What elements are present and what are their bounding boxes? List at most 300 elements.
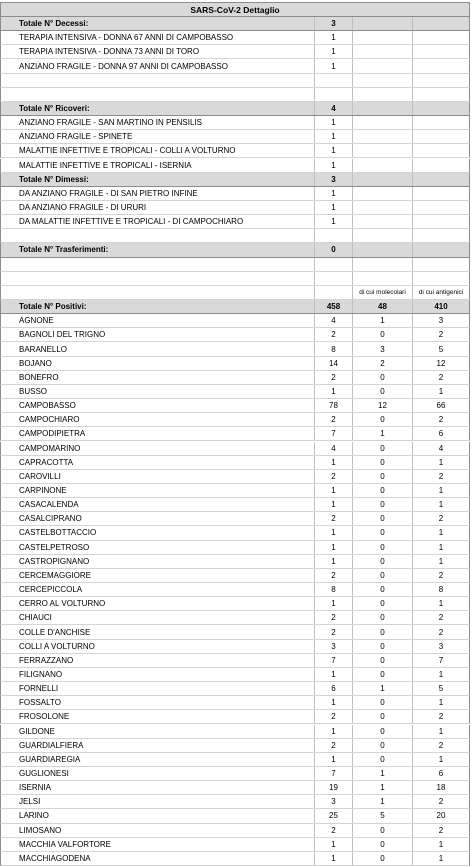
antigenici-value	[413, 17, 469, 30]
molecolari-value: 0	[353, 371, 413, 384]
table-row	[0, 215, 470, 229]
row-label	[1, 272, 315, 285]
antigenici-value	[413, 102, 469, 115]
molecolari-value: 1	[353, 781, 413, 794]
total-value: 1	[315, 130, 353, 143]
table-row	[0, 357, 470, 371]
antigenici-value: 2	[438, 514, 444, 524]
molecolari-value	[353, 272, 413, 285]
total-value: 1	[315, 725, 353, 738]
molecolari-value: 1	[353, 767, 413, 780]
sheet-title-row	[0, 2, 470, 17]
table-row	[0, 442, 470, 456]
molecolari-value	[353, 45, 413, 58]
antigenici-value: 8	[438, 585, 444, 595]
molecolari-value: 0	[353, 710, 413, 723]
total-value: 1	[315, 59, 353, 72]
total-value: 1	[315, 852, 353, 865]
molecolari-value: 0	[353, 725, 413, 738]
molecolari-value: 1	[353, 795, 413, 808]
total-value: 1	[315, 597, 353, 610]
table-row	[0, 470, 470, 484]
table-row	[0, 696, 470, 710]
molecolari-value: 0	[353, 640, 413, 653]
antigenici-value: 1	[438, 853, 444, 863]
table-row	[0, 484, 470, 498]
molecolari-value: 0	[353, 696, 413, 709]
total-value	[315, 74, 353, 87]
row-label: Totale N° Decessi:	[1, 17, 315, 30]
row-label: Totale N° Trasferimenti:	[1, 243, 315, 256]
table-row	[0, 795, 470, 809]
total-value	[315, 88, 353, 101]
molecolari-value	[353, 88, 413, 101]
row-label	[1, 229, 315, 242]
blank-row	[0, 258, 470, 272]
total-value: 7	[315, 427, 353, 440]
section-header-row	[0, 300, 470, 314]
row-label: CAMPODIPIETRA	[1, 427, 315, 440]
total-value	[315, 286, 353, 299]
antigenici-value	[413, 144, 469, 157]
table-row	[0, 668, 470, 682]
table-row	[0, 144, 470, 158]
total-value: 2	[315, 739, 353, 752]
row-label: MACCHIA VALFORTORE	[1, 838, 315, 851]
antigenici-value: 1	[438, 556, 444, 566]
table-row	[0, 399, 470, 413]
total-value	[315, 272, 353, 285]
blank-row	[0, 88, 470, 102]
antigenici-value: 20	[436, 811, 446, 821]
row-label: DA MALATTIE INFETTIVE E TROPICALI - DI CAMPOCHIARO	[1, 215, 315, 228]
molecolari-value: 0	[353, 569, 413, 582]
blank-row	[0, 229, 470, 243]
row-label: DA ANZIANO FRAGILE - DI URURI	[1, 201, 315, 214]
row-label: LARINO	[1, 809, 315, 822]
table-row	[0, 725, 470, 739]
antigenici-value: 2	[438, 627, 444, 637]
antigenici-value	[413, 116, 469, 129]
row-label: CERRO AL VOLTURNO	[1, 597, 315, 610]
row-label: FILIGNANO	[1, 668, 315, 681]
row-label: ISERNIA	[1, 781, 315, 794]
row-label: Totale N° Dimessi:	[1, 173, 315, 186]
total-value	[315, 258, 353, 271]
molecolari-value: 0	[353, 442, 413, 455]
total-value: 8	[315, 583, 353, 596]
antigenici-value: 66	[436, 401, 446, 411]
total-value: 1	[315, 215, 353, 228]
antigenici-value	[413, 173, 469, 186]
table-row	[0, 597, 470, 611]
table-row	[0, 371, 470, 385]
molecolari-value: 0	[353, 456, 413, 469]
molecolari-value: 0	[353, 753, 413, 766]
total-value: 1	[315, 116, 353, 129]
row-label: ANZIANO FRAGILE - SPINETE	[1, 130, 315, 143]
molecolari-value: 0	[353, 668, 413, 681]
row-label: FROSOLONE	[1, 710, 315, 723]
antigenici-value: 2	[438, 330, 444, 340]
total-value: 1	[315, 45, 353, 58]
section-header-row	[0, 102, 470, 116]
molecolari-value: 0	[353, 838, 413, 851]
antigenici-value: 1	[438, 500, 444, 510]
row-label: CASACALENDA	[1, 498, 315, 511]
table-row	[0, 328, 470, 342]
row-label: CASTELBOTTACCIO	[1, 526, 315, 539]
row-label	[1, 88, 315, 101]
table-row	[0, 767, 470, 781]
molecolari-value	[353, 116, 413, 129]
row-label: CAMPOMARINO	[1, 442, 315, 455]
total-value: 4	[315, 314, 353, 327]
total-value: 1	[315, 31, 353, 44]
total-value: 2	[315, 413, 353, 426]
molecolari-value	[353, 59, 413, 72]
row-label: CASTROPIGNANO	[1, 555, 315, 568]
antigenici-value	[413, 215, 469, 228]
table-row	[0, 625, 470, 639]
row-label: DA ANZIANO FRAGILE - DI SAN PIETRO INFINE	[1, 187, 315, 200]
total-value: 14	[315, 357, 353, 370]
antigenici-value	[413, 45, 469, 58]
antigenici-value	[413, 258, 469, 271]
row-label: MALATTIE INFETTIVE E TROPICALI - COLLI A VOLTURNO	[1, 144, 315, 157]
total-value: 6	[315, 682, 353, 695]
total-value: 1	[315, 753, 353, 766]
total-value: 458	[315, 300, 353, 313]
table-row	[0, 314, 470, 328]
antigenici-value	[413, 74, 469, 87]
row-label: BOJANO	[1, 357, 315, 370]
antigenici-value: 2	[438, 825, 444, 835]
antigenici-value: 18	[436, 783, 446, 793]
total-value: 2	[315, 328, 353, 341]
row-label: CASTELPETROSO	[1, 541, 315, 554]
antigenici-value: 6	[438, 429, 444, 439]
molecolari-value: 0	[353, 385, 413, 398]
molecolari-value	[353, 31, 413, 44]
molecolari-value	[353, 258, 413, 271]
antigenici-value: 1	[438, 457, 444, 467]
row-label: BONEFRO	[1, 371, 315, 384]
row-label: GUARDIAREGIA	[1, 753, 315, 766]
molecolari-value: 0	[353, 470, 413, 483]
molecolari-value: 0	[353, 413, 413, 426]
antigenici-value: 1	[438, 486, 444, 495]
antigenici-value: 2	[438, 712, 444, 722]
antigenici-value: 1	[438, 599, 444, 609]
table-row	[0, 342, 470, 356]
table-row	[0, 130, 470, 144]
total-value: 3	[315, 17, 353, 30]
row-label: COLLI A VOLTURNO	[1, 640, 315, 653]
row-label: CHIAUCI	[1, 611, 315, 624]
antigenici-value: 3	[438, 641, 444, 651]
antigenici-value: 410	[434, 302, 448, 312]
molecolari-value: 0	[353, 555, 413, 568]
antigenici-value: 12	[436, 358, 446, 368]
total-value: 0	[315, 243, 353, 256]
total-value: 2	[315, 371, 353, 384]
molecolari-value: 12	[353, 399, 413, 412]
total-value: 2	[315, 569, 353, 582]
molecolari-value: 0	[353, 526, 413, 539]
molecolari-value	[353, 187, 413, 200]
row-label	[1, 74, 315, 87]
antigenici-value: 1	[438, 542, 444, 552]
antigenici-value: 7	[438, 655, 444, 665]
table-row	[0, 45, 470, 59]
molecolari-value: 0	[353, 498, 413, 511]
table-row	[0, 385, 470, 399]
total-value: 7	[315, 654, 353, 667]
antigenici-value: 2	[438, 471, 444, 481]
antigenici-value: 1	[438, 386, 444, 396]
antigenici-value	[413, 130, 469, 143]
molecolari-value: 0	[353, 597, 413, 610]
row-label: CASALCIPRANO	[1, 512, 315, 525]
table-row	[0, 583, 470, 597]
antigenici-value: 2	[438, 613, 444, 623]
antigenici-value: 1	[438, 839, 444, 849]
table-row	[0, 654, 470, 668]
table-row	[0, 498, 470, 512]
row-label: CAMPOCHIARO	[1, 413, 315, 426]
table-row	[0, 201, 470, 215]
molecolari-value	[353, 144, 413, 157]
molecolari-value: 0	[353, 328, 413, 341]
total-value: 1	[315, 187, 353, 200]
table-row	[0, 838, 470, 852]
row-label: CERCEMAGGIORE	[1, 569, 315, 582]
antigenici-value: 1	[438, 698, 444, 708]
antigenici-value: 2	[438, 797, 444, 807]
table-row	[0, 739, 470, 753]
antigenici-value: 1	[438, 669, 444, 679]
molecolari-value: 0	[353, 852, 413, 865]
molecolari-value	[353, 201, 413, 214]
total-value: 8	[315, 342, 353, 355]
total-value: 1	[315, 696, 353, 709]
row-label: TERAPIA INTENSIVA - DONNA 67 ANNI DI CAMPOBASSO	[1, 31, 315, 44]
table-row	[0, 187, 470, 201]
total-value: 25	[315, 809, 353, 822]
total-value: 1	[315, 385, 353, 398]
section-header-row	[0, 17, 470, 31]
antigenici-value	[413, 88, 469, 101]
row-label: COLLE D'ANCHISE	[1, 625, 315, 638]
table-row	[0, 710, 470, 724]
molecolari-value: 0	[353, 541, 413, 554]
molecolari-value	[353, 243, 413, 256]
molecolari-value: 0	[353, 739, 413, 752]
molecolari-value: 0	[353, 625, 413, 638]
row-label: FERRAZZANO	[1, 654, 315, 667]
row-label: GILDONE	[1, 725, 315, 738]
total-value: 1	[315, 526, 353, 539]
row-label: Totale N° Ricoveri:	[1, 102, 315, 115]
section-header-row	[0, 173, 470, 187]
molecolari-value: 0	[353, 611, 413, 624]
total-value: 1	[315, 541, 353, 554]
total-value: 7	[315, 767, 353, 780]
antigenici-value	[413, 59, 469, 72]
total-value: 2	[315, 512, 353, 525]
antigenici-value	[413, 187, 469, 200]
molecolari-value: 0	[353, 654, 413, 667]
antigenici-value: 2	[438, 372, 444, 382]
total-value: 2	[315, 710, 353, 723]
antigenici-value: 1	[438, 528, 444, 538]
antigenici-value	[413, 229, 469, 242]
row-label: CAROVILLI	[1, 470, 315, 483]
total-value: 2	[315, 611, 353, 624]
total-value: 3	[315, 640, 353, 653]
antigenici-value: 1	[438, 754, 444, 764]
molecolari-value	[353, 130, 413, 143]
table-row	[0, 413, 470, 427]
table-row	[0, 555, 470, 569]
table-row	[0, 569, 470, 583]
molecolari-value	[353, 215, 413, 228]
antigenici-value: 5	[438, 684, 444, 694]
table-row	[0, 427, 470, 441]
molecolari-value	[353, 173, 413, 186]
table-row	[0, 541, 470, 555]
molecolari-value: 0	[353, 824, 413, 837]
total-value: 1	[315, 159, 353, 172]
row-label	[1, 286, 315, 299]
molecolari-value: 1	[353, 427, 413, 440]
table-row	[0, 31, 470, 45]
row-label: JELSI	[1, 795, 315, 808]
row-label: MALATTIE INFETTIVE E TROPICALI - ISERNIA	[1, 159, 315, 172]
row-label: LIMOSANO	[1, 824, 315, 837]
total-value: 19	[315, 781, 353, 794]
molecolari-value: 3	[353, 342, 413, 355]
antigenici-value: 2	[438, 740, 444, 750]
molecolari-value	[353, 229, 413, 242]
sheet-title: SARS-CoV-2 Dettaglio	[190, 4, 280, 15]
row-label: GUARDIALFIERA	[1, 739, 315, 752]
total-value: 1	[315, 838, 353, 851]
antigenici-value	[413, 159, 469, 172]
total-value: 1	[315, 484, 353, 497]
antigenici-value: 3	[438, 316, 444, 326]
molecolari-value: 0	[353, 512, 413, 525]
antigenici-value: di cui antigenici	[418, 288, 464, 296]
table-row	[0, 611, 470, 625]
table-row	[0, 512, 470, 526]
total-value: 1	[315, 456, 353, 469]
antigenici-value: 2	[438, 570, 444, 580]
table-row	[0, 159, 470, 173]
row-label: TERAPIA INTENSIVA - DONNA 73 ANNI DI TORO	[1, 45, 315, 58]
molecolari-value	[353, 17, 413, 30]
row-label: AGNONE	[1, 314, 315, 327]
table-row	[0, 59, 470, 73]
total-value: 1	[315, 498, 353, 511]
antigenici-value	[413, 201, 469, 214]
total-value: 78	[315, 399, 353, 412]
blank-row	[0, 74, 470, 88]
molecolari-value	[353, 74, 413, 87]
molecolari-value: 2	[353, 357, 413, 370]
antigenici-value: 6	[438, 769, 444, 778]
antigenici-value: 5	[438, 344, 444, 354]
row-label: BAGNOLI DEL TRIGNO	[1, 328, 315, 341]
column-subheader-row	[0, 286, 470, 300]
row-label	[1, 258, 315, 271]
antigenici-value	[413, 243, 469, 256]
row-label: ANZIANO FRAGILE - DONNA 97 ANNI DI CAMPOBASSO	[1, 59, 315, 72]
antigenici-value: 1	[438, 726, 444, 736]
total-value: 1	[315, 144, 353, 157]
table-row	[0, 852, 470, 866]
table-row	[0, 809, 470, 823]
total-value: 3	[315, 795, 353, 808]
total-value: 4	[315, 442, 353, 455]
table-row	[0, 753, 470, 767]
molecolari-value: 48	[353, 300, 413, 313]
total-value: 3	[315, 173, 353, 186]
blank-row	[0, 272, 470, 286]
molecolari-value: 0	[353, 484, 413, 497]
total-value: 1	[315, 668, 353, 681]
molecolari-value: 1	[353, 682, 413, 695]
row-label: GUGLIONESI	[1, 767, 315, 780]
row-label: FOSSALTO	[1, 696, 315, 709]
table-row	[0, 824, 470, 838]
row-label: CARPINONE	[1, 484, 315, 497]
section-header-row	[0, 243, 470, 257]
table-row	[0, 682, 470, 696]
total-value: 4	[315, 102, 353, 115]
row-label: Totale N° Positivi:	[1, 300, 315, 313]
total-value: 2	[315, 470, 353, 483]
row-label: BARANELLO	[1, 342, 315, 355]
total-value	[315, 229, 353, 242]
molecolari-value: di cui molecolari	[353, 286, 413, 299]
row-label: ANZIANO FRAGILE - SAN MARTINO IN PENSILIS	[1, 116, 315, 129]
molecolari-value	[353, 159, 413, 172]
table-row	[0, 456, 470, 470]
molecolari-value: 0	[353, 583, 413, 596]
antigenici-value	[413, 272, 469, 285]
row-label: CAPRACOTTA	[1, 456, 315, 469]
molecolari-value	[353, 102, 413, 115]
table-row	[0, 781, 470, 795]
row-label: CAMPOBASSO	[1, 399, 315, 412]
molecolari-value: 5	[353, 809, 413, 822]
total-value: 1	[315, 201, 353, 214]
table-row	[0, 640, 470, 654]
total-value: 1	[315, 555, 353, 568]
row-label: BUSSO	[1, 385, 315, 398]
molecolari-value: 1	[353, 314, 413, 327]
antigenici-value: 4	[438, 443, 444, 453]
row-label: CERCEPICCOLA	[1, 583, 315, 596]
antigenici-value	[413, 31, 469, 44]
total-value: 2	[315, 824, 353, 837]
row-label: MACCHIAGODENA	[1, 852, 315, 865]
table-row	[0, 116, 470, 130]
total-value: 2	[315, 625, 353, 638]
antigenici-value: 2	[438, 415, 444, 425]
